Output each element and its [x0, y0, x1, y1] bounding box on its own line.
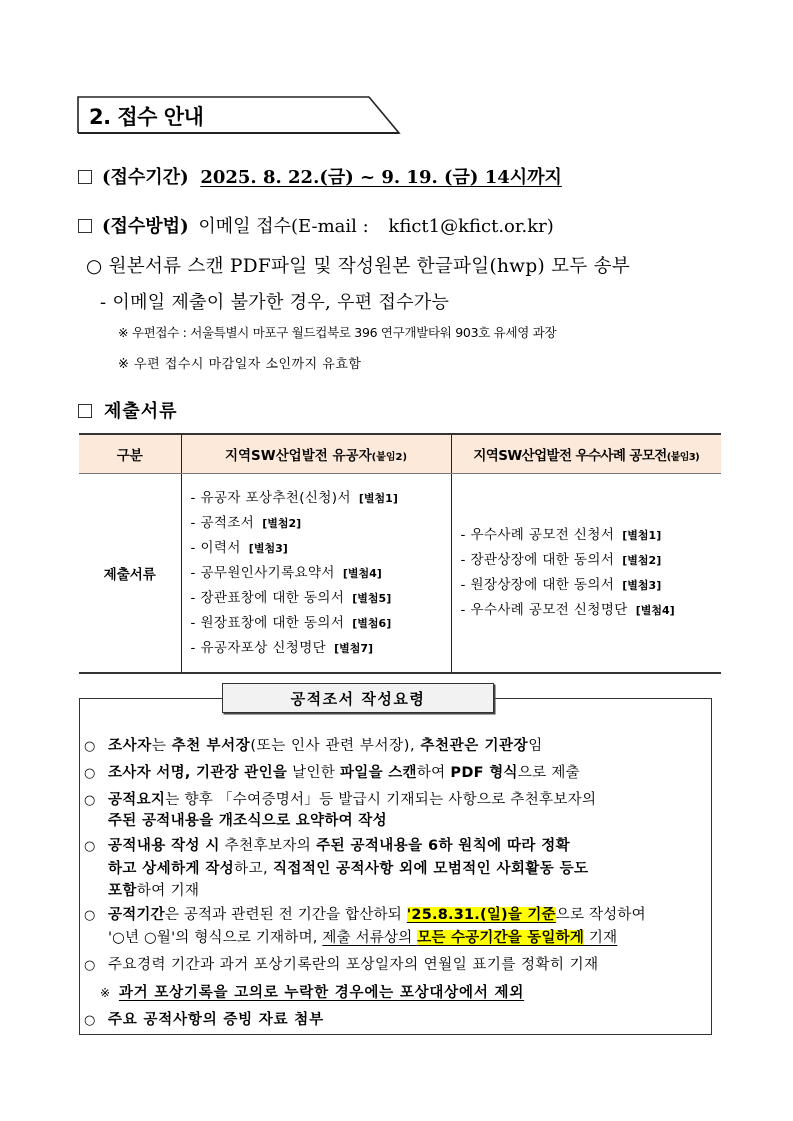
- highlighted-period-rule: 모든 수공기간을 동일하게: [417, 930, 585, 946]
- list-item: [191, 486, 450, 511]
- header-best-case-contest: [451, 434, 721, 474]
- guideline-text: 날인한: [287, 765, 340, 781]
- contest-docs-list: [453, 523, 721, 623]
- guideline-item: [84, 1008, 324, 1029]
- reception-email-link[interactable]: kfict1@kfict.or.kr: [388, 216, 547, 237]
- documents-heading-text: 제출서류: [104, 401, 178, 422]
- guideline-bold: 하고 상세하게 작성: [108, 861, 235, 877]
- attachment-tag: [별첨7]: [334, 641, 374, 655]
- guideline-underlined-text: 제출 서류상의: [322, 930, 418, 946]
- attachment-tag: [별첨2]: [262, 516, 302, 530]
- list-item: [461, 573, 721, 598]
- item-name: - 원장표창에 대한 동의서: [190, 614, 345, 631]
- reception-period-label: (접수기간): [102, 167, 189, 188]
- guideline-bold: 주된 공적내용을 개조식으로 요약하여 작성: [108, 813, 387, 829]
- list-item: [461, 523, 721, 548]
- method-note-sub: - 이메일 제출이 불가한 경우, 우편 접수가능: [100, 292, 450, 313]
- list-item: [191, 636, 450, 661]
- guideline-text: 주요경력 기간과 과거 포상기록란의 포상일자의 연월일 표기를 정확히 기재: [108, 957, 599, 973]
- list-item: [191, 511, 450, 536]
- guideline-bold: 주된 공적내용을 6하 원칙에 따라 정확: [316, 838, 571, 854]
- guideline-item: [84, 734, 543, 755]
- guideline-text: '○년 ○월'의 형식으로 기재하며,: [108, 930, 323, 946]
- list-item: [191, 611, 450, 636]
- checkbox-square-icon: [78, 219, 92, 233]
- item-name: - 우수사례 공모전 신청서: [460, 527, 615, 543]
- guidelines-title: 공적조서 작성요령: [222, 683, 494, 713]
- guideline-warning: [100, 981, 524, 1002]
- circle-bullet-icon: ○: [84, 1013, 97, 1028]
- checkbox-square-icon: [78, 404, 92, 418]
- postal-address-note: ※ 우편접수 : 서울특별시 마포구 월드컵북로 396 연구개발타워 903호 유세영 과장: [118, 325, 557, 340]
- guideline-bold: 조사자: [108, 738, 152, 754]
- header-category: 구분: [79, 434, 181, 474]
- guideline-text: 하여: [416, 765, 451, 781]
- guideline-bold: 추천관은 기관장: [420, 738, 529, 754]
- guideline-item: [84, 835, 588, 902]
- attachment-tag: [별첨1]: [622, 529, 662, 542]
- circle-bullet-icon: ○: [84, 793, 96, 808]
- meritorious-docs-list: [183, 486, 450, 661]
- attachment-tag: [별첨3]: [622, 579, 662, 592]
- list-item: [461, 598, 721, 623]
- guideline-bold: 공적기간: [108, 907, 165, 923]
- item-name: - 이력서: [190, 539, 241, 556]
- guideline-item: [84, 761, 580, 782]
- reception-method-suffix: ): [546, 216, 554, 237]
- list-item: [191, 561, 450, 586]
- item-name: - 장관상장에 대한 동의서: [460, 552, 615, 568]
- item-name: - 우수사례 공모전 신청명단: [460, 602, 628, 618]
- attachment-tag: [별첨3]: [248, 541, 288, 555]
- guideline-item: [84, 953, 599, 974]
- guideline-bold: 조사자 서명, 기관장 관인을: [108, 765, 288, 781]
- reception-method-row: [78, 212, 554, 238]
- guideline-item: [84, 788, 596, 830]
- header-meritorious-person: [181, 434, 451, 474]
- checkbox-square-icon: [78, 170, 92, 184]
- guideline-bold: 파일을 스캔: [339, 765, 417, 781]
- guideline-bold: 주요 공적사항의 증빙 자료 첨부: [108, 1012, 324, 1028]
- guideline-text: (또는 인사 관련 부서장),: [250, 738, 421, 754]
- guideline-bold: 공적요지: [108, 792, 166, 808]
- guideline-text: 추천후보자의: [219, 838, 317, 854]
- section-heading: [77, 96, 399, 133]
- guideline-text: 으로 작성하여: [555, 907, 646, 923]
- guideline-text: 는: [151, 738, 172, 754]
- circle-bullet-icon: ○: [84, 908, 96, 923]
- documents-heading: [78, 397, 178, 423]
- circle-bullet-icon: ○: [84, 766, 96, 781]
- attachment-tag: [별첨6]: [352, 616, 392, 630]
- table-header-row: [79, 434, 721, 474]
- attachment-tag: [별첨4]: [635, 604, 675, 617]
- circle-bullet-icon: ○: [84, 839, 96, 854]
- table-row: [79, 474, 721, 674]
- method-note-main: ○ 원본서류 스캔 PDF파일 및 작성원본 한글파일(hwp) 모두 송부: [86, 256, 631, 277]
- header-col1-note: (붙임2): [371, 452, 408, 463]
- guideline-bold: 추천 부서장: [171, 738, 251, 754]
- row-label: 제출서류: [103, 567, 156, 583]
- list-item: [191, 536, 450, 561]
- guideline-bold: PDF 형식: [450, 765, 518, 781]
- header-col2-text: 지역SW산업발전 우수사례 공모전: [473, 448, 667, 464]
- list-item: [191, 586, 450, 611]
- highlighted-reference-date: '25.8.31.(일)을 기준: [406, 907, 556, 923]
- reception-period-value: 2025. 8. 22.(금) ~ 9. 19. (금) 14시까지: [200, 167, 562, 188]
- circle-bullet-icon: ○: [84, 739, 96, 754]
- guideline-text: 은 공적과 관련된 전 기간을 합산하되: [164, 907, 407, 923]
- reception-method-prefix: 이메일 접수(E-mail :: [198, 216, 369, 237]
- attachment-tag: [별첨1]: [358, 491, 398, 505]
- header-col2-note: (붙임3): [666, 452, 700, 463]
- postal-deadline-note: ※ 우편 접수시 마감일자 소인까지 유효함: [118, 357, 362, 372]
- item-name: - 장관표창에 대한 동의서: [190, 589, 345, 606]
- guideline-bold: 직접적인 공적사항 외에 모범적인 사회활동 등도: [273, 861, 589, 877]
- attachment-tag: [별첨5]: [352, 591, 392, 605]
- documents-table: [79, 433, 721, 674]
- guideline-text: 임: [528, 738, 543, 754]
- attachment-tag: [별첨2]: [622, 554, 662, 567]
- reception-period-row: [78, 163, 562, 189]
- item-name: - 공적조서: [190, 514, 255, 531]
- item-name: - 공무원인사기록요약서: [190, 564, 335, 581]
- header-col1-text: 지역SW산업발전 유공자: [224, 448, 372, 464]
- list-item: [461, 548, 721, 573]
- guideline-bold: 포함: [108, 883, 137, 899]
- contest-docs-cell: [451, 474, 721, 674]
- meritorious-docs-cell: [181, 474, 451, 674]
- guideline-text: 하고,: [234, 861, 273, 877]
- guideline-text: 으로 제출: [517, 765, 580, 781]
- guideline-bold-underlined: 과거 포상기록을 고의로 누락한 경우에는 포상대상에서 제외: [118, 985, 525, 1001]
- guideline-item: [84, 904, 646, 949]
- item-name: - 원장상장에 대한 동의서: [460, 577, 615, 593]
- guideline-underlined-text: 기재: [584, 930, 618, 946]
- guideline-text: 하여 기재: [136, 883, 200, 899]
- circle-bullet-icon: ○: [84, 958, 96, 973]
- item-name: - 유공자 포상추천(신청)서: [190, 489, 351, 506]
- reference-mark-icon: ※: [100, 986, 111, 1000]
- section-title: 2. 접수 안내: [89, 105, 204, 129]
- reception-method-label: (접수방법): [102, 216, 189, 237]
- guideline-bold: 공적내용 작성 시: [108, 838, 220, 854]
- item-name: - 유공자포상 신청명단: [190, 639, 327, 656]
- guideline-text: 는 향후 「수여증명서」등 발급시 기재되는 사항으로 추천후보자의: [165, 792, 597, 808]
- attachment-tag: [별첨4]: [342, 566, 382, 580]
